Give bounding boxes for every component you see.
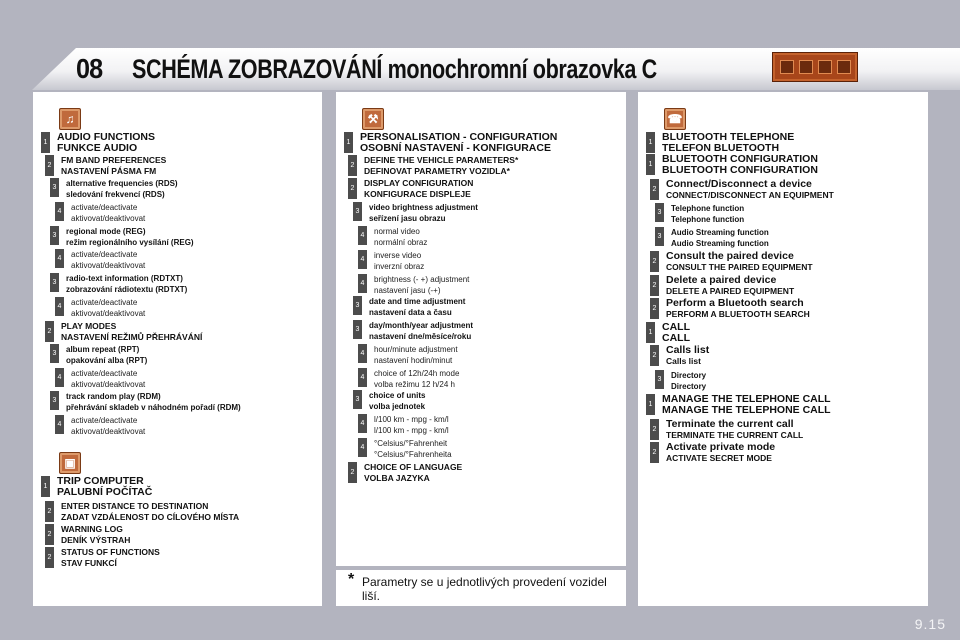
level-badge: 4 (55, 202, 64, 221)
footnote (336, 570, 626, 606)
item-label-en: CALL (662, 321, 690, 333)
item-label-en: Activate private mode (666, 441, 776, 453)
item-label-cz: MANAGE THE TELEPHONE CALL (662, 404, 831, 416)
bluetooth-column (638, 92, 928, 606)
item-label-en: DISPLAY CONFIGURATION (364, 178, 474, 188)
level-badge: 3 (655, 227, 664, 246)
item-label-en: FM BAND PREFERENCES (61, 155, 167, 165)
level-badge: 1 (344, 132, 353, 153)
item-label-cz: volba režimu 12 h/24 h (374, 380, 455, 389)
item-label-en: TRIP COMPUTER (57, 475, 144, 487)
display-screen-icon (772, 52, 858, 82)
item-label-en: BLUETOOTH CONFIGURATION (662, 153, 818, 165)
level-badge: 2 (650, 442, 659, 463)
item-label-en: track random play (RDM) (66, 392, 161, 401)
item-label-cz: °Celsius/°Fahrenheita (374, 450, 452, 459)
item-label-en: activate/deactivate (71, 298, 138, 307)
item-label-cz: inverzní obraz (374, 262, 425, 271)
item-label-en: BLUETOOTH TELEPHONE (662, 131, 795, 143)
item-label-cz: VOLBA JAZYKA (364, 473, 430, 483)
item-label-cz: FUNKCE AUDIO (57, 142, 138, 154)
item-label-en: activate/deactivate (71, 250, 138, 259)
level-badge: 2 (45, 501, 54, 522)
level-badge: 3 (50, 273, 59, 292)
item-label-cz: DENÍK VÝSTRAH (61, 535, 131, 545)
item-label-cz: zobrazování rádiotextu (RDTXT) (66, 285, 188, 294)
level-badge: 4 (358, 438, 367, 457)
page-number: 9.15 (914, 616, 946, 632)
item-label-en: date and time adjustment (369, 297, 466, 306)
tools-icon: ⚒ (362, 108, 384, 130)
level-badge: 2 (650, 419, 659, 440)
level-badge: 4 (358, 368, 367, 387)
item-label-cz: volba jednotek (369, 402, 426, 411)
item-label-en: day/month/year adjustment (369, 321, 474, 330)
personalisation-column (336, 92, 626, 566)
item-label-cz: Calls list (666, 356, 701, 366)
level-badge: 2 (650, 298, 659, 319)
item-label-cz: seřízení jasu obrazu (369, 214, 446, 223)
level-badge: 4 (358, 226, 367, 245)
item-label-cz: NASTAVENÍ PÁSMA FM (61, 166, 157, 176)
item-label-cz: aktivovat/deaktivovat (71, 309, 146, 318)
footnote-mark: * (348, 571, 355, 588)
level-badge: 3 (353, 390, 362, 409)
level-badge: 4 (55, 415, 64, 434)
level-badge: 3 (353, 202, 362, 221)
item-label-en: WARNING LOG (61, 524, 123, 534)
item-label-cz: PALUBNÍ POČÍTAČ (57, 486, 153, 498)
item-label-cz: nastavení jasu (-+) (374, 286, 441, 295)
level-badge: 4 (55, 297, 64, 316)
item-label-en: CHOICE OF LANGUAGE (364, 462, 463, 472)
item-label-cz: aktivovat/deaktivovat (71, 380, 146, 389)
item-label-cz: DEFINOVAT PARAMETRY VOZIDLA* (364, 166, 510, 176)
item-label-en: activate/deactivate (71, 203, 138, 212)
item-label-en: MANAGE THE TELEPHONE CALL (662, 393, 831, 405)
item-label-en: choice of 12h/24h mode (374, 369, 460, 378)
level-badge: 4 (358, 344, 367, 363)
item-label-cz: Telephone function (671, 215, 745, 224)
item-label-en: l/100 km - mpg - km/l (374, 415, 449, 424)
item-label-en: Terminate the current call (666, 418, 794, 430)
item-label-cz: PERFORM A BLUETOOTH SEARCH (666, 309, 810, 319)
item-label-en: activate/deactivate (71, 416, 138, 425)
level-badge: 3 (353, 320, 362, 339)
item-label-cz: CONSULT THE PAIRED EQUIPMENT (666, 262, 813, 272)
item-label-cz: aktivovat/deaktivovat (71, 427, 146, 436)
chapter-number: 08 (76, 53, 103, 84)
item-label-en: choice of units (369, 391, 426, 400)
level-badge: 2 (650, 179, 659, 200)
level-badge: 4 (358, 414, 367, 433)
page-title: SCHÉMA ZOBRAZOVÁNÍ monochromní obrazovka C (132, 54, 657, 84)
item-label-cz: Audio Streaming function (671, 239, 769, 248)
item-label-cz: l/100 km - mpg - km/l (374, 426, 449, 435)
item-label-en: DEFINE THE VEHICLE PARAMETERS* (364, 155, 519, 165)
item-label-cz: normální obraz (374, 238, 428, 247)
level-badge: 4 (358, 274, 367, 293)
item-label-en: Audio Streaming function (671, 228, 769, 237)
level-badge: 2 (45, 524, 54, 545)
level-badge: 1 (646, 322, 655, 343)
item-label-cz: TERMINATE THE CURRENT CALL (666, 430, 804, 440)
level-badge: 3 (50, 178, 59, 197)
item-label-en: Delete a paired device (666, 274, 777, 286)
level-badge: 1 (646, 394, 655, 415)
item-label-en: activate/deactivate (71, 369, 138, 378)
item-label-cz: BLUETOOTH CONFIGURATION (662, 164, 818, 176)
item-label-en: Connect/Disconnect a device (666, 178, 812, 190)
phone-icon: ☎ (664, 108, 686, 130)
item-label-en: video brightness adjustment (369, 203, 478, 212)
level-badge: 3 (655, 370, 664, 389)
level-badge: 2 (348, 155, 357, 176)
footnote-text: Parametry se u jednotlivých provedení vozidel liší. (362, 575, 607, 603)
item-label-en: Calls list (666, 344, 710, 356)
level-badge: 1 (646, 132, 655, 153)
level-badge: 2 (45, 155, 54, 176)
radio-icon: ♫ (59, 108, 81, 130)
item-label-en: ENTER DISTANCE TO DESTINATION (61, 501, 209, 511)
item-label-en: hour/minute adjustment (374, 345, 458, 354)
level-badge: 1 (41, 132, 50, 153)
item-label-cz: ACTIVATE SECRET MODE (666, 453, 772, 463)
level-badge: 3 (655, 203, 664, 222)
level-badge: 3 (50, 226, 59, 245)
level-badge: 2 (348, 462, 357, 483)
level-badge: 1 (646, 154, 655, 175)
item-label-cz: nastavení dne/měsíce/roku (369, 332, 472, 341)
item-label-en: brightness (- +) adjustment (374, 275, 470, 284)
item-label-en: inverse video (374, 251, 422, 260)
item-label-en: PERSONALISATION - CONFIGURATION (360, 131, 558, 143)
trip-computer-icon: ▣ (59, 452, 81, 474)
item-label-cz: KONFIGURACE DISPLEJE (364, 189, 471, 199)
item-label-en: radio-text information (RDTXT) (66, 274, 183, 283)
item-label-cz: Directory (671, 382, 707, 391)
item-label-cz: nastavení data a času (369, 308, 452, 317)
level-badge: 2 (650, 275, 659, 296)
item-label-cz: STAV FUNKCÍ (61, 558, 117, 568)
item-label-cz: ZADAT VZDÁLENOST DO CÍLOVÉHO MÍSTA (61, 512, 240, 522)
item-label-cz: CALL (662, 332, 690, 344)
item-label-cz: režim regionálního vysílání (REG) (66, 238, 194, 247)
level-badge: 4 (55, 249, 64, 268)
level-badge: 2 (348, 178, 357, 199)
level-badge: 3 (50, 391, 59, 410)
level-badge: 4 (358, 250, 367, 269)
item-label-en: regional mode (REG) (66, 227, 146, 236)
item-label-en: normal video (374, 227, 420, 236)
item-label-cz: opakování alba (RPT) (66, 356, 148, 365)
item-label-en: Directory (671, 371, 707, 380)
level-badge: 1 (41, 476, 50, 497)
item-label-en: PLAY MODES (61, 321, 117, 331)
item-label-en: STATUS OF FUNCTIONS (61, 547, 160, 557)
item-label-en: °Celsius/°Fahrenheit (374, 439, 448, 448)
item-label-cz: aktivovat/deaktivovat (71, 261, 146, 270)
level-badge: 2 (650, 251, 659, 272)
level-badge: 3 (353, 296, 362, 315)
item-label-cz: DELETE A PAIRED EQUIPMENT (666, 286, 795, 296)
item-label-cz: sledování frekvencí (RDS) (66, 190, 165, 199)
item-label-cz: TELEFON BLUETOOTH (662, 142, 780, 154)
item-label-en: Perform a Bluetooth search (666, 297, 804, 309)
level-badge: 2 (45, 547, 54, 568)
item-label-cz: CONNECT/DISCONNECT AN EQUIPMENT (666, 190, 834, 200)
item-label-en: alternative frequencies (RDS) (66, 179, 178, 188)
level-badge: 2 (45, 321, 54, 342)
item-label-en: AUDIO FUNCTIONS (57, 131, 155, 143)
level-badge: 4 (55, 368, 64, 387)
item-label-en: Telephone function (671, 204, 745, 213)
item-label-cz: aktivovat/deaktivovat (71, 214, 146, 223)
item-label-cz: NASTAVENÍ REŽIMŮ PŘEHRÁVÁNÍ (61, 332, 203, 342)
level-badge: 2 (650, 345, 659, 366)
audio-column (33, 92, 322, 606)
item-label-cz: OSOBNÍ NASTAVENÍ - KONFIGURACE (360, 142, 551, 154)
item-label-en: Consult the paired device (666, 250, 794, 262)
level-badge: 3 (50, 344, 59, 363)
item-label-en: album repeat (RPT) (66, 345, 140, 354)
item-label-cz: přehrávání skladeb v náhodném pořadí (RDM) (66, 403, 241, 412)
item-label-cz: nastavení hodin/minut (374, 356, 453, 365)
